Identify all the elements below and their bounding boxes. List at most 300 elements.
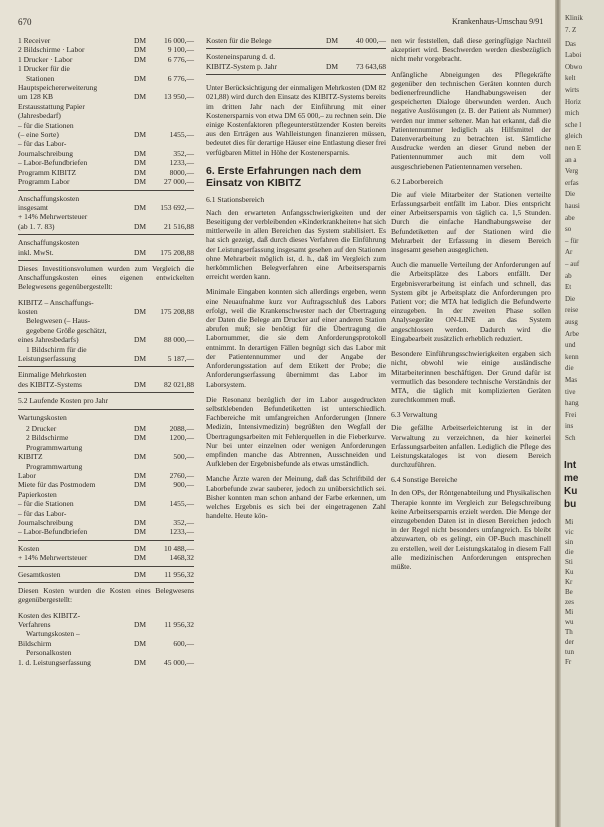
amount [344,52,386,61]
divider [18,260,194,261]
cost-label: Hauptspeichererweiterung [18,83,98,93]
amount [152,83,194,92]
cost-label: Papierkosten [18,489,57,499]
currency: DM [134,553,147,563]
cost-label: um 128 KB [18,92,54,102]
amount [152,611,194,620]
cost-label: Journalschreibung [18,518,73,528]
edge-fragment: ausg [565,318,578,326]
section-heading-6-1: 6.1 Stationsbereich [206,194,265,204]
edge-heading-fragment: Ku [564,485,578,497]
cost-row [18,74,194,83]
cost-row [18,335,194,344]
cost-label: – Labor-Befundbriefen [18,158,88,168]
edge-fragment: abe [565,213,575,222]
cost-row [18,424,194,433]
currency [134,139,152,148]
belege-cost [206,36,386,45]
cost-row [18,102,194,111]
amount: 45 000,— [164,657,194,667]
cost-label: Kosten des KIBITZ- [18,610,81,620]
cost-row [18,111,194,120]
cost-row [18,452,194,461]
section-heading-5-2: 5.2 Laufende Kosten pro Jahr [18,396,109,406]
amount: 13 950,— [164,92,194,102]
edge-fragment: Obwo [565,62,583,71]
cost-label: – für die Stationen [18,499,74,509]
amount: 352,— [173,518,194,528]
section-heading-6-4: 6.4 Sonstige Bereiche [391,475,458,485]
amount: 11 956,32 [164,569,194,579]
amount [152,648,194,657]
currency: DM [134,167,147,177]
cost-row [18,222,194,231]
comparison-list-2 [18,611,194,667]
currency: DM [134,73,147,83]
paragraph: Auch die manuelle Verteilung der Anforderungen auf die Arbeitsplätze des Labors entfällt. Der Ergebnisverarbeitung ist einfach und schnell, das System gibt je Arbeitsplatz die Anforderungen pro Patient vor; die MTA hat lediglich die Befundwerte einzugeben. In der zweiten Phase sollen Analysegeräte ON-LINE an das System angeschlossen werden. Dadurch wird die Eingabearbeit zusätzlich erheblich reduziert. [391,260,551,343]
edge-fragment: vic [565,527,574,536]
amount [152,629,194,638]
cost-row [18,553,194,562]
edge-fragment: Verg [565,167,579,176]
edge-fragment: ab [565,271,572,280]
currency: DM [326,36,339,45]
cost-label: Anschaffungskosten [18,193,80,203]
currency: DM [134,45,147,55]
currency: DM [134,638,147,648]
paragraph: Anfängliche Abneigungen des Pflegekräfte gegenüber den technischen Geräten konnten durch bedienerfreundliche Handhabungsweisen der gespeicherten Dialoge überwunden werden. Auch negative Auslösungen (z. B. der Patient als Nummer) werden nur immer seltener. Man hat erkannt, daß die Patientennummer lediglich als Hilfsmittel der Datenverarbeitung zu betrachten ist. Sämtliche Ausdrucke werden an dieser Grund neben der Patientennummer auch mit dem voll ausgeschriebenen Patientennamen versehen. [391,69,551,171]
edge-fragment: Sch [565,434,576,442]
cost-row [18,433,194,442]
cost-row [18,354,194,363]
cost-label: inkl. MwSt. [18,247,54,257]
cost-row [206,62,386,71]
amount [152,102,194,111]
cost-row [18,471,194,480]
cost-label: Labor [18,471,36,481]
currency: DM [134,306,147,316]
next-page-edge [561,0,604,827]
cost-label: Leistungserfassung [18,353,76,363]
cost-label: eines Jahresbedarfs) [18,335,79,345]
cost-row [18,345,194,354]
amount: 88 000,— [164,335,194,345]
edge-fragment: tive [565,387,576,396]
currency [134,194,152,203]
page-number: 670 [18,17,32,27]
currency [134,212,152,221]
edge-fragment: Horiz [565,97,581,106]
edge-fragment: Mi [565,607,574,616]
cost-label: 2 Bildschirme · Labor [18,45,85,55]
currency: DM [134,543,147,553]
divider [18,234,194,235]
amount [152,345,194,354]
edge-fragment: hang [565,399,579,408]
amount [152,139,194,148]
currency [134,345,152,354]
currency: DM [134,92,147,102]
cost-row [18,139,194,148]
cost-label: KIBITZ – Anschaffungs- [18,297,94,307]
acquisition-total [18,194,194,232]
currency [134,121,152,130]
currency [134,316,152,325]
cost-label: Programm KIBITZ [18,167,77,177]
cost-row [18,298,194,307]
cost-row [18,518,194,527]
edge-fragment: Frei [565,410,577,419]
amount [152,370,194,379]
comparison-intro-2: Diesen Kosten wurden die Kosten eines Belegwesens gegenübergestellt: [18,586,194,605]
paragraph: nen wir feststellen, daß diese geringfügige Nachteil akzeptiert wird. Beschwerden werden diesbezüglich nicht mehr vorgebracht. [391,36,551,64]
edge-fragment: Die [565,294,576,303]
currency: DM [134,202,147,212]
cost-label: Personalkosten [26,648,72,658]
currency: DM [134,158,147,168]
edge-fragment: 7. Z [565,25,577,34]
currency: DM [134,130,147,140]
cost-label: + 14% Mehrwertsteuer [18,212,88,222]
total-cost-line [18,570,194,579]
currency: DM [134,247,147,257]
cost-label: 1 Drucker für die [18,64,70,74]
cost-label: Verfahrens [18,619,51,629]
cost-label: Kosten [18,543,40,553]
currency: DM [134,433,147,443]
paragraph: Nach den erwarteten Anfangsschwierigkeiten und der Beseitigung der verbleibenden »Kinderkrankheiten« hat sich mittlerweile in allen Bereichen das System stabilisiert. Es hat sich gezeigt, daß durch dieses Verfahren die Einführung der Leistungserfassung insgesamt gesehen auf den Stationen ohne Mehrarbeit möglich ist, d. h., daß im Vergleich zum herkömmlichen Belegverfahren eine Arbeitsersparnis erreicht werden kann. [206,207,386,282]
currency [134,611,152,620]
cost-row [18,611,194,620]
cost-row [18,158,194,167]
cost-row [18,83,194,92]
currency: DM [134,657,147,667]
edge-fragment: so [565,225,572,234]
edge-fragment: kenn [565,352,579,361]
cost-label: Anschaffungskosten [18,238,80,248]
amount [152,238,194,247]
maintenance-heading: Wartungskosten [18,412,67,422]
amount: 153 692,— [160,202,194,212]
amount [152,326,194,335]
edge-heading-fragment: me [564,472,579,484]
column-1 [18,36,194,667]
cost-row [18,629,194,638]
edge-fragment: an a [565,155,577,164]
amount: 8000,— [169,167,194,177]
currency: DM [134,221,147,231]
cost-row [18,658,194,667]
edge-fragment: die [565,364,574,373]
paragraph: Die gefällte Arbeitserleichterung ist in der Verwaltung zu verzeichnen, da hier keinerlei Erfassungsarbeiten anfallen. Lediglich die Pflege des Leistungskataloges ist von diesem Bereich durchzuführen. [391,423,551,470]
amount: 27 000,— [164,177,194,187]
currency [134,462,152,471]
currency: DM [326,61,339,71]
cost-label: Programm Labor [18,177,70,187]
amount [152,111,194,120]
cost-label: (Jahresbedarf) [18,111,61,121]
amount [152,462,194,471]
amount: 1233,— [169,527,194,537]
currency: DM [134,379,147,389]
edge-fragment: Th [565,627,573,636]
cost-row [18,639,194,648]
paragraph: Die auf viele Mitarbeiter der Stationen verteilte Erfassungsarbeit entfällt im Labor. Dies entspricht einer Arbeitsersparnis von täglich ca. 1,5 Stunden. Durch die einfache Handhabungsweise der Befundetiketten auf der Stationen wird die Mehrarbeit der Erfassung in diesem Bereich insgesamt gesehen ausgeglichen. [391,189,551,255]
cost-label: Journalschreibung [18,148,73,158]
amount: 1200,— [169,433,194,443]
cost-row [18,443,194,452]
section-heading-6-2: 6.2 Laborbereich [391,176,443,186]
edge-fragment: Das [565,39,576,48]
currency [134,111,152,120]
edge-fragment: Be [565,587,573,596]
cost-label: KIBITZ [18,452,43,462]
cost-label: Kosteneinsparung d. d. [206,52,276,62]
edge-fragment: Sti [565,557,573,566]
currency: DM [134,424,147,434]
currency: DM [134,54,147,64]
edge-fragment: und [565,341,576,350]
cost-label: – für das Labor- [18,508,67,518]
amount [152,490,194,499]
edge-fragment: Kr [565,577,573,586]
paragraph: In den OPs, der Röntgenabteilung und Physikalischen Therapie konnte im Vergleich zur Belegschreibung keine Arbeitsersparnis erzielt werden. Die Menge der einzugebenden Daten ist in diesen Bereichen jedoch in der Regel nicht besonders umfangreich. Es bleibt abzuwarten, ob es gelingt, ein OP-Buch maschinell zu erstellen, weil der Leistungskatalog in diesem Fall alle medizinischen Anforderungen entsprechen müßte. [391,488,551,571]
currency [134,298,152,307]
cost-label: Wartungskosten – [26,629,80,639]
amount: 2760,— [169,471,194,481]
cost-label: Stationen [26,73,55,83]
cost-label: Programmwartung [26,461,83,471]
amount: 82 021,88 [164,379,194,389]
cost-label: 2 Drucker [26,424,57,434]
edge-fragment: kelt [565,74,576,83]
cost-label: kosten [18,306,38,316]
currency: DM [134,471,147,481]
divider [206,48,386,49]
edge-fragment: – auf [565,260,580,268]
cost-label: KIBITZ-System p. Jahr [206,61,278,71]
amount: 500,— [173,452,194,462]
cost-row [18,212,194,221]
cost-label: Gesamtkosten [18,569,61,579]
cost-row [18,527,194,536]
currency: DM [134,527,147,537]
edge-fragment: Mas [565,376,578,384]
amount: 600,— [173,638,194,648]
edge-fragment: nen E [565,144,582,152]
edge-fragment: Ku [565,567,574,576]
divider [18,582,194,583]
annual-saving [206,52,386,71]
amount: 175 208,88 [160,306,194,316]
edge-fragment: Die [565,190,576,199]
edge-fragment: gleich [565,132,583,141]
cost-row [18,499,194,508]
edge-fragment: Arbe [565,329,579,338]
divider [18,190,194,191]
cost-row [18,326,194,335]
currency [134,370,152,379]
currency [134,326,152,335]
edge-fragment: der [565,637,574,646]
cost-paragraph: Unter Berücksichtigung der einmaligen Mehrkosten (DM 82 021,88) wird durch den Einsatz des KIBITZ-Systems bereits im dritten Jahr nach der Einführung mit einer Kostenersparnis von etwa DM 65 000,– zu rechnen sein. Die einige Kostenfaktoren pflegeunterstützender Kosten bereits aus den Erträgen aus Wahlleistungen finanzieren müssen, bedeutet dies für derartige Häuser eine Entlastung dieser frei verfügbaren Mittel in Höhe der Kostenersparnis. [206,83,386,157]
currency [134,238,152,247]
paragraph: Minimale Eingaben konnten sich allerdings ergeben, wenn eine Neuaufnahme kurz vor Auftragsschluß des Labors erfolgt, weil die Krankenschwester nach der Übertragung der Daten die Belege am Drucker auf einer anderen Station abrufen muß; sie benötigt für die Übertragung die Labornummer, die sie dem Anforderungsprotokoll entnimmt. In derartigen Fällen begnügt sich das Labor mit der Patientennummer und der Angabe der Anforderungsstation auf dem Etikett der Probe; die Anforderungserfassung übernimmt das Labor im Laborsystem. [206,287,386,389]
currency: DM [134,480,147,490]
edge-fragment: Klinik [565,14,583,22]
cost-row [18,121,194,130]
cost-row [18,92,194,101]
cost-label: Belegwesen (– Haus- [26,316,91,326]
cost-row [18,248,194,257]
edge-fragment: die [565,547,574,556]
amount: 1233,— [169,158,194,168]
edge-fragment: sin [565,537,574,546]
cost-row [18,36,194,45]
column-2 [206,36,386,526]
cost-row [18,238,194,247]
amount: 73 643,68 [356,61,386,71]
comparison-list [18,298,194,364]
cost-row [18,55,194,64]
cost-label: 2 Bildschirme [26,433,69,443]
amount: 2088,— [169,424,194,434]
cost-row [18,570,194,579]
cost-label: – für das Labor- [18,139,67,149]
amount: 10 488,— [164,543,194,553]
currency: DM [134,148,147,158]
cost-label: Kosten für die Belege [206,36,272,45]
currency: DM [134,619,147,629]
divider [206,74,386,75]
cost-row [18,462,194,471]
cost-row [18,130,194,139]
edge-fragment: mich [565,109,579,118]
edge-fragment: Laboi [565,51,582,60]
cost-label: – Labor-Befundbriefen [18,527,88,537]
comparison-intro: Dieses Investitionsvolumen wurden zum Vergleich die Anschaffungskosten eines eigenen entwickelten Belegwesens gegenübergestellt: [18,263,194,292]
edge-fragment: Fr [565,657,572,666]
amount: 1455,— [169,130,194,140]
acquisition-total-with-tax [18,238,194,257]
paragraph: Besondere Einführungsschwierigkeiten ergaben sich nicht, obwohl wie einige ausländische Mitarbeiterinnen beschäftigen. Der Grund dafür ist vermutlich das besondere technische Verständnis der MTA, die täglich mit komplizierten Geräten zurechtkommen muß. [391,349,551,405]
divider [18,566,194,567]
amount: 16 000,— [164,36,194,45]
edge-fragment: Ar [565,248,573,257]
cost-row [18,480,194,489]
amount [152,298,194,307]
currency [134,83,152,92]
cost-row [18,64,194,73]
divider [18,366,194,367]
amount [152,64,194,73]
cost-row [18,490,194,499]
cost-label: – für die Stationen [18,120,74,130]
cost-row [18,149,194,158]
section-heading-6-3: 6.3 Verwaltung [391,410,438,420]
amount [152,212,194,221]
cost-label: Miete für das Postmodem [18,480,96,490]
cost-row [18,370,194,379]
amount [152,194,194,203]
cost-row [18,307,194,316]
cost-row [18,194,194,203]
currency [134,648,152,657]
cost-row [18,509,194,518]
cost-row [18,203,194,212]
amount: 21 516,88 [164,221,194,231]
cost-row [18,168,194,177]
edge-fragment: ins [565,422,574,431]
cost-label: Erstausstattung Papier [18,101,85,111]
cost-label: Programmwartung [26,442,83,452]
paragraph: Manche Ärzte waren der Meinung, daß das Schriftbild der Laborbefunde zwar sauberer, jedoch zu unübersichtlich sei. Bisher konnten man schon anhand der Farbe erkennen, um welches Ergebnis es sich bei der eingetragenen Zahl handelte. Heute kön- [206,474,386,521]
cost-label: gegebene Größe geschätzt, [26,325,107,335]
amount: 175 208,88 [160,247,194,257]
cost-label: 1. d. Leistungserfassung [18,657,91,667]
hardware-cost-list [18,36,194,187]
cost-label: (– eine Sorte) [18,130,59,140]
cost-row [18,544,194,553]
cost-row [18,648,194,657]
currency [134,490,152,499]
amount: 1455,— [169,499,194,509]
cost-label: insgesamt [18,202,48,212]
cost-row [18,316,194,325]
edge-fragment: erfas [565,178,579,187]
edge-fragment: Et [565,283,572,292]
column-3 [391,36,551,577]
currency [134,443,152,452]
currency: DM [134,499,147,509]
amount: 6 776,— [167,73,194,83]
edge-fragment: sche l [565,120,582,129]
amount: 352,— [173,148,194,158]
edge-fragment: wirts [565,86,579,94]
cost-label: 1 Drucker · Labor [18,54,73,64]
currency [134,102,152,111]
divider [18,392,194,393]
edge-fragment: – für [565,236,579,245]
currency [134,509,152,518]
cost-label: + 14% Mehrwertsteuer [18,553,88,563]
amount [152,121,194,130]
currency: DM [134,36,147,45]
maintenance-cost-list [18,424,194,537]
edge-heading-fragment: Int [564,459,577,471]
cost-row [18,380,194,389]
cost-row [18,45,194,54]
cost-label: (ab 1. 7. 83) [18,221,55,231]
edge-fragment: wu [565,617,574,626]
currency [134,64,152,73]
amount: 900,— [173,480,194,490]
currency: DM [134,177,147,187]
amount: 40 000,— [356,36,386,45]
section-heading-6: 6. Erste Erfahrungen nach dem Einsatz von KIBITZ [206,164,362,189]
divider [18,540,194,541]
running-head: Krankenhaus-Umschau 9/91 [452,17,544,26]
cost-label: des KIBITZ-Systems [18,379,82,389]
edge-heading-fragment: bu [564,498,577,510]
cost-label: Einmalige Mehrkosten [18,370,87,380]
amount: 6 776,— [167,54,194,64]
amount [152,443,194,452]
running-cost-lines [18,544,194,563]
paragraph: Die Resonanz bezüglich der im Labor ausgedruckten selbstklebenden Befundetiketten ist unterschiedlich. Fachbereiche mit umfangreichen Anforderungen (Innere Medizin, Intensivmedizin) begrüßten den Wegfall der Übertragungsarbeiten mit Fehlerquellen in die Fieberkurve. Nur bei unter einzelnen oder wenigen Anforderungen empfinden manche das Abtrennen, Ausschneiden und Aufkleben der Ergebnisbefunde als etwas umständlich. [206,394,386,469]
edge-fragment: hausi [565,202,580,210]
amount: 1468,32 [169,553,194,563]
